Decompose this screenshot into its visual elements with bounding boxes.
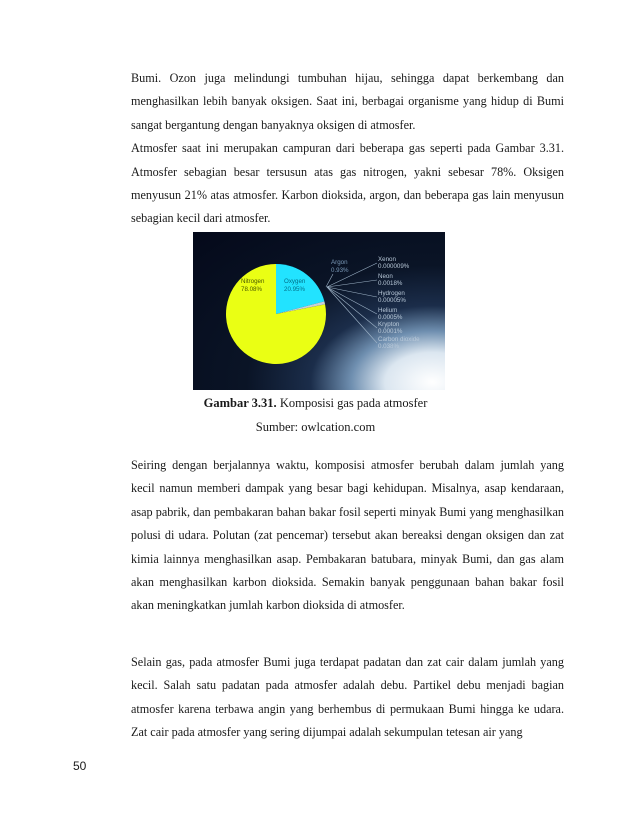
paragraph-change: Seiring dengan berjalannya waktu, komposisi atmosfer berubah dalam jumlah yang kecil namun memberi dampak yang besar bagi kehidupan. Misalnya, asap kendaraan, asap pabrik, dan pembakaran bahan bakar fosil seperti minyak Bumi yang menghasilkan polusi di udara. Polutan (zat pencemar) tersebut akan bereaksi dengan oksigen dan zat kimia lainnya menghasilkan asap. Pembakaran batubara, minyak Bumi, dan gas alam akan menghasilkan karbon dioksida. Semakin banyak penggunaan bahan bakar fosil akan meningkatkan jumlah karbon dioksida di atmosfer. — [131, 458, 564, 613]
caption-text: Komposisi gas pada atmosfer — [276, 396, 428, 410]
value-neon: 0.0018% — [378, 280, 403, 287]
value-xenon: 0.000009% — [378, 263, 410, 270]
caption-label: Gambar 3.31. — [203, 396, 277, 410]
value-oxygen: 20.95% — [284, 286, 305, 293]
leader-line-argon — [326, 274, 333, 287]
leader-line-krypton — [327, 287, 377, 328]
label-argon: Argon — [331, 259, 348, 266]
intro-paragraphs — [131, 67, 564, 231]
label-neon: Neon — [378, 273, 393, 280]
leader-line-helium — [327, 287, 377, 314]
paragraph-ozone: Bumi. Ozon juga melindungi tumbuhan hijau, sehingga dapat berkembang dan menghasilkan lebih banyak oksigen. Saat ini, berbagai organisme yang hidup di Bumi sangat bergantung dengan banyaknya oksigen di atmosfer. — [131, 71, 564, 132]
label-helium: Helium — [378, 307, 398, 314]
atmosphere-figure — [193, 232, 445, 390]
value-krypton: 0.0001% — [378, 328, 403, 335]
source-label: Sumber: — [255, 420, 302, 434]
label-oxygen: Oxygen — [284, 278, 306, 285]
value-helium: 0.0005% — [378, 314, 403, 321]
label-krypton: Krypton — [378, 321, 400, 328]
label-nitrogen: Nitrogen — [241, 278, 265, 285]
label-hydrogen: Hydrogen — [378, 290, 405, 297]
value-carbon-dioxide: 0.038% — [378, 343, 399, 350]
figure-caption — [193, 396, 438, 411]
label-xenon: Xenon — [378, 256, 396, 263]
paragraph-composition: Atmosfer saat ini merupakan campuran dari beberapa gas seperti pada Gambar 3.31. Atmosfer sebagian besar tersusun atas gas nitrogen, yakni sebesar 78%. Oksigen menyusun 21% atas atmosfer. Karbon dioksida, argon, dan beberapa gas lain menyusun sebagian kecil dari atmosfer. — [131, 141, 564, 226]
value-hydrogen: 0.00005% — [378, 297, 406, 304]
page-number: 50 — [73, 759, 87, 773]
label-carbon-dioxide: Carbon dioxide — [378, 336, 420, 343]
figure-source — [193, 420, 438, 435]
gas-composition-pie-chart — [193, 232, 445, 390]
source-text: owlcation.com — [301, 420, 376, 434]
paragraph-solids-liquids: Selain gas, pada atmosfer Bumi juga terdapat padatan dan zat cair dalam jumlah yang kecil. Salah satu padatan pada atmosfer adalah debu. Partikel debu menjadi bagian atmosfer karena terbawa angin yang berhembus di permukaan Bumi hingga ke udara. Zat cair pada atmosfer yang sering dijumpai adalah sekumpulan tetesan air yang — [131, 655, 564, 740]
value-argon: 0.93% — [331, 267, 349, 274]
value-nitrogen: 78.08% — [241, 286, 262, 293]
